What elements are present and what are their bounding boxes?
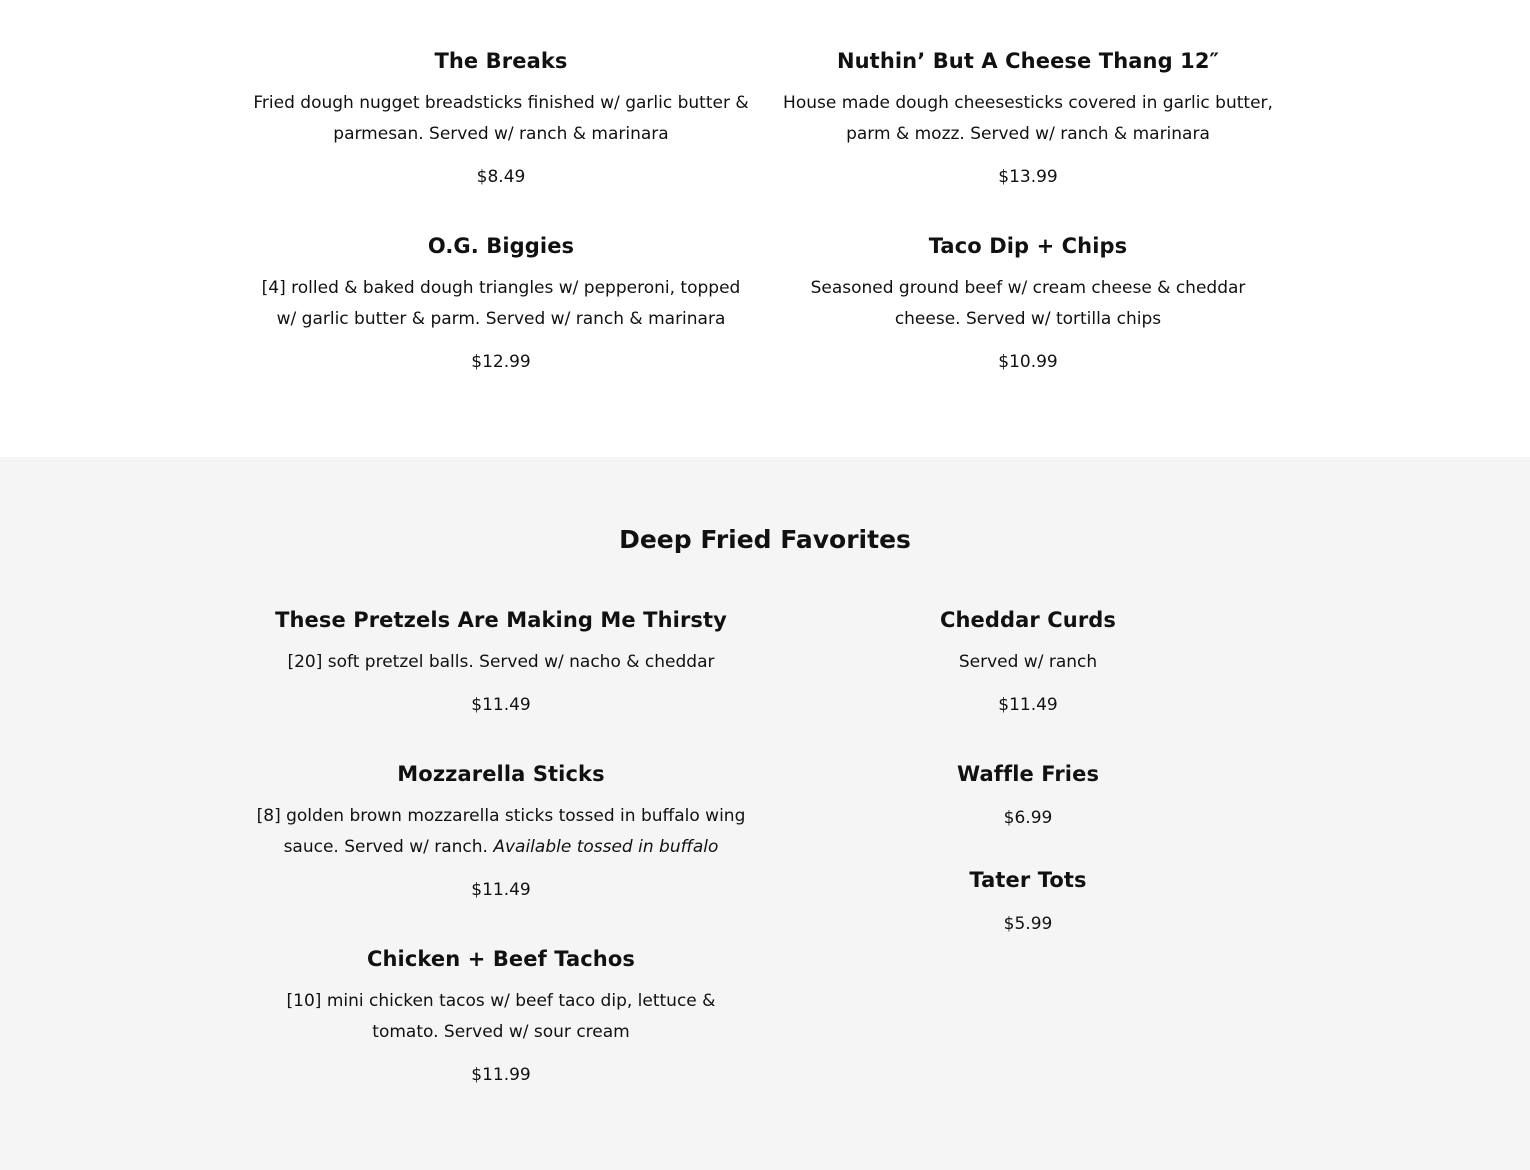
item-description: House made dough cheesesticks covered in garlic butter, parm & mozz. Served w/ ranch & marinara	[783, 93, 1273, 144]
item-price: $11.99	[471, 1065, 531, 1085]
item-price: $8.49	[476, 167, 526, 187]
item-description-note: Available tossed in buffalo	[493, 837, 719, 857]
menu-item-the-breaks	[251, 47, 751, 189]
deep-fried-section	[0, 457, 1530, 1170]
menu-item-pretzels	[251, 606, 751, 717]
item-description: Seasoned ground beef w/ cream cheese & cheddar cheese. Served w/ tortilla chips	[810, 278, 1246, 329]
item-description: [10] mini chicken tacos w/ beef taco dip, lettuce & tomato. Served w/ sour cream	[286, 991, 716, 1042]
item-description: Served w/ ranch	[958, 652, 1098, 672]
item-name: Cheddar Curds	[939, 608, 1117, 632]
item-price: $12.99	[471, 352, 531, 372]
section-title: Deep Fried Favorites	[619, 525, 911, 554]
menu-item-mozzarella-sticks	[251, 760, 751, 902]
item-description: [20] soft pretzel balls. Served w/ nacho & cheddar	[287, 652, 715, 672]
item-description-text: [8] golden brown mozzarella sticks tossed in buffalo wing sauce. Served w/ ranch.	[256, 806, 746, 857]
item-price: $11.49	[471, 695, 531, 715]
item-price: $11.49	[998, 695, 1058, 715]
item-name: Taco Dip + Chips	[928, 234, 1128, 258]
item-name: O.G. Biggies	[427, 234, 575, 258]
item-price: $13.99	[998, 167, 1058, 187]
menu-item-tachos	[251, 945, 751, 1087]
item-price: $10.99	[998, 352, 1058, 372]
menu-item-og-biggies	[251, 232, 751, 374]
item-description: [4] rolled & baked dough triangles w/ pepperoni, topped w/ garlic butter & parm. Served w/ ranch & marinara	[261, 278, 741, 329]
menu-item-waffle-fries	[778, 760, 1278, 830]
appetizers-section	[0, 0, 1530, 457]
item-description: Fried dough nugget breadsticks finished w/ garlic butter & parmesan. Served w/ ranch & marinara	[253, 93, 749, 144]
item-name: Tater Tots	[969, 868, 1087, 892]
item-name: Chicken + Beef Tachos	[367, 947, 635, 971]
item-name: These Pretzels Are Making Me Thirsty	[275, 608, 727, 632]
item-description	[251, 801, 751, 863]
menu-item-cheese-thang	[778, 47, 1278, 189]
menu-item-taco-dip	[778, 232, 1278, 374]
item-price: $11.49	[471, 880, 531, 900]
item-price: $6.99	[1003, 808, 1053, 828]
menu-item-tater-tots	[778, 866, 1278, 936]
item-name: Nuthin’ But A Cheese Thang 12″	[836, 49, 1220, 73]
item-price: $5.99	[1003, 914, 1053, 934]
item-name: Waffle Fries	[956, 762, 1100, 786]
item-name: The Breaks	[434, 49, 568, 73]
menu-item-cheddar-curds	[778, 606, 1278, 717]
item-name: Mozzarella Sticks	[397, 762, 605, 786]
